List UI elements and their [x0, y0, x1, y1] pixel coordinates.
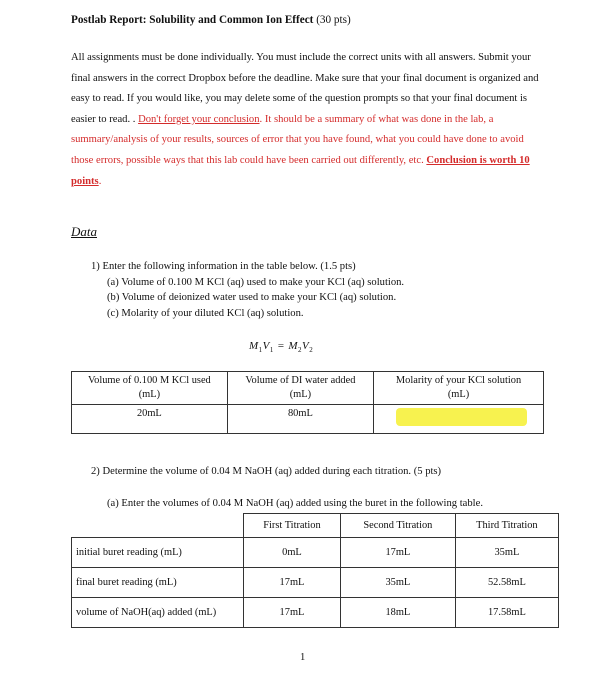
eq-sub-3: 2 [298, 346, 303, 355]
titration-table [71, 513, 559, 628]
question-1-prompt: 1) Enter the following information in the table below. (1.5 pts) [91, 261, 356, 272]
eq-sub-4: 2 [309, 346, 314, 355]
cell-initial-2[interactable]: 17mL [340, 538, 455, 568]
cell-volume-1[interactable]: 17mL [244, 598, 341, 628]
row-label-final: final buret reading (mL) [72, 568, 244, 598]
page-title [71, 14, 351, 26]
molarity-cell[interactable] [374, 405, 544, 434]
row-label-volume: volume of NaOH(aq) added (mL) [72, 598, 244, 628]
eq-v1: V [262, 340, 270, 352]
conclusion-period: . [98, 175, 102, 187]
cell-volume-2[interactable]: 18mL [340, 598, 455, 628]
col-second-titration: Second Titration [340, 514, 455, 538]
cell-final-2[interactable]: 35mL [340, 568, 455, 598]
col-third-titration: Third Titration [455, 514, 558, 538]
eq-sub-2: 1 [269, 346, 274, 355]
eq-m1: M [249, 340, 259, 352]
dilution-equation [249, 340, 313, 354]
question-1a: (a) Volume of 0.100 M KCl (aq) used to make your KCl (aq) solution. [107, 276, 405, 288]
table-row [72, 538, 559, 568]
eq-equals: = [273, 340, 289, 352]
cell-initial-1[interactable]: 0mL [244, 538, 341, 568]
header-di-water-unit: (mL) [289, 389, 312, 400]
conclusion-reminder: Don't forget your conclusion [138, 113, 260, 125]
header-molarity [374, 372, 544, 405]
highlight-mark [396, 408, 527, 426]
table-row [72, 405, 544, 434]
header-kcl-volume-label: Volume of 0.100 M KCl used [87, 375, 211, 386]
instructions-paragraph [71, 48, 541, 192]
header-di-water-label: Volume of DI water added [245, 375, 356, 386]
question-2-prompt: 2) Determine the volume of 0.04 M NaOH (aq) added during each titration. (5 pts) [91, 466, 442, 477]
question-1b: (b) Volume of deionized water used to make your KCl (aq) solution. [107, 292, 397, 303]
eq-m2: M [288, 340, 299, 352]
page-number: 1 [300, 652, 306, 663]
cell-final-3[interactable]: 52.58mL [455, 568, 558, 598]
question-1 [91, 259, 404, 321]
table-row [72, 514, 559, 538]
header-di-water [227, 372, 373, 405]
header-kcl-volume-unit: (mL) [138, 389, 161, 400]
corner-cell [72, 514, 244, 538]
eq-v2: V [302, 340, 310, 352]
kcl-volume-cell[interactable]: 20mL [72, 405, 228, 434]
di-water-cell[interactable]: 80mL [227, 405, 373, 434]
header-kcl-volume [72, 372, 228, 405]
table-row [72, 598, 559, 628]
cell-volume-3[interactable]: 17.58mL [455, 598, 558, 628]
question-1c: (c) Molarity of your diluted KCl (aq) solution. [107, 307, 304, 319]
header-molarity-unit: (mL) [447, 389, 470, 400]
table-row [72, 372, 544, 405]
row-label-initial: initial buret reading (mL) [72, 538, 244, 568]
question-2a: (a) Enter the volumes of 0.04 M NaOH (aq) added using the buret in the following table. [107, 498, 483, 509]
data-section-heading: Data [71, 224, 97, 239]
conclusion-points: Conclusion is worth 10 points [71, 154, 530, 187]
instructions-text: All assignments must be done individually. You must include the correct units with all answers. Submit your final answers in the correct Dropbox before the deadline. Make sure that your final document is organized and easy to read. If you would like, you may delete some of the question prompts so that your final document is easier to read. . [71, 52, 539, 125]
title-points: (30 pts) [316, 14, 351, 26]
eq-sub-1: 1 [258, 346, 263, 355]
table-row [72, 568, 559, 598]
header-molarity-label: Molarity of your KCl solution [395, 375, 522, 386]
cell-initial-3[interactable]: 35mL [455, 538, 558, 568]
title-main: Postlab Report: Solubility and Common Ion Effect [71, 14, 314, 26]
conclusion-description: . It should be a summary of what was done in the lab, a summary/analysis of your results, sources of error that you have found, what you could have done to avoid those errors, possible ways that this lab could have been carried out differently, etc. [71, 113, 524, 166]
kcl-dilution-table [71, 371, 544, 434]
cell-final-1[interactable]: 17mL [244, 568, 341, 598]
col-first-titration: First Titration [244, 514, 341, 538]
